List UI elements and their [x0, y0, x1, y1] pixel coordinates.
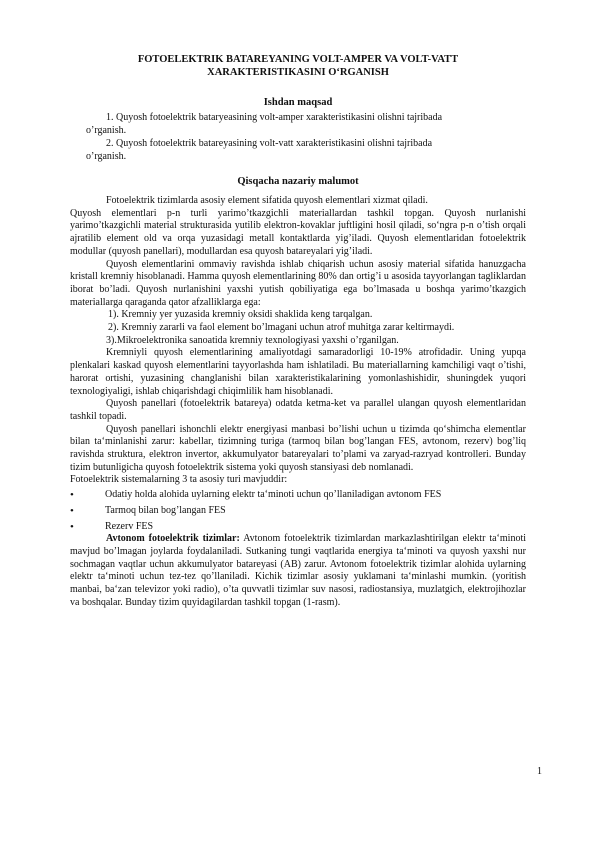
goal-item-2-line-2: o’rganish. — [86, 151, 127, 162]
paragraph-7-bold-lead: Avtonom fotoelektrik tizimlar: — [106, 533, 240, 545]
theory-heading: Qisqacha nazariy malumot — [237, 176, 359, 187]
advantage-item-3: 3).Mikroelektronika sanoatida kremniy texnologiyasi yaxshi o’rganilgan. — [106, 334, 399, 346]
paragraph-6: Fotoelektrik sistemalarning 3 ta asosiy turi mavjuddir: — [70, 474, 288, 486]
paragraph-3: Kremniyli quyosh elementlarining amaliyotdagi samaradorligi 10-19% atrofidadir. Uning yupqa plenkalari kaskad quyosh elementlarini tayyorlashda ham ishlatiladi. Bu materiallarning kamchiligi vaqt o’tishi, harorat ortishi, yuzasining changlanishi bilan xarakteristikalarining yomonlashishidir, shuningdek yuqori texnologiyaligi, ishlab chiqarishdagi chiqimlilik ham hisoblanadi. — [70, 347, 526, 397]
goal-heading: Ishdan maqsad — [263, 97, 333, 108]
paragraph-7 — [70, 533, 526, 609]
goal-item-2-line-1: 2. Quyosh fotoelektrik batareyasining volt-vatt xarakteristikasini olishni tajribada — [106, 138, 433, 149]
bullet-icon: • — [70, 489, 74, 502]
title-line-2: XARAKTERISTIKASINI O‘RGANISH — [207, 67, 389, 78]
advantage-item-2: 2). Kremniy zararli va faol element bo’lmagani uchun atrof muhitga zarar keltirmaydi. — [108, 322, 455, 334]
bullet-text-2: Tarmoq bilan bog’langan FES — [105, 504, 226, 516]
goal-list — [70, 111, 526, 163]
paragraph-2: Quyosh elementlarini ommaviy ravishda ishlab chiqarish uchun asosiy material sifatida hanuzgacha kristall kremniy hisoblanadi. Hamma quyosh elementlarining 80% dan ortig’i u asosida tayyorlangan tagliklardan iborat bo’ladi. Quyosh nurlanishini yaxshi yutish qobiliyatiga ega bo’lmasada u boshqa yarimo’tkazgich materiallarga qaraganda qator afzalliklarga ega: — [70, 258, 526, 308]
list-item — [70, 521, 526, 534]
paragraph-5: Quyosh panellari ishonchli elektr energiyasi manbasi bo’lishi uchun u tizimda qo‘shimcha elementlar bilan ta‘minlanishi zarur: kabellar, tizimning turiga (tarmoq bilan bog’langan FES, avtonom, rezerv) bog’liq ravishda struktura, elektron invertor, akkumulyator batareyalari to’plami va zaryad-razryad kontrolleri. Bunday tizim butunligicha quyosh fotoelektrik sistema yoki quyosh stansiyasi deb nomlanadi. — [70, 423, 526, 473]
title-line-1: FOTOELEKTRIK BATAREYANING VOLT-AMPER VA VOLT-VATT — [137, 54, 459, 65]
goal-item-1-line-2: o’rganish. — [86, 125, 127, 136]
theory-body — [70, 195, 526, 610]
bullet-icon: • — [70, 504, 74, 517]
paragraph-1: Quyosh elementlari p-n turli yarimo’tkazgichli materiallardan tashkil topgan. Quyosh nurlanishi yarimo’tkazgichli material strukturasida yutilib elektron-kovaklar juftligini hosil qiladi, so‘ngra p-n o’tish orqali ajratilib element old va orqa yuzasidagi metall kontaktlarda yig’iladi. Quyosh elementlaridan fotoelektrik modullar (quyosh panellari), modullardan esa quyosh batareyalari yig’iladi. — [70, 207, 526, 257]
bullet-text-3: Rezerv FES — [105, 520, 154, 532]
goal-item-1-line-1: 1. Quyosh fotoelektrik bataryeasining volt-amper xarakteristikasini olishni tajribada — [106, 112, 443, 123]
paragraph-4: Quyosh panellari (fotoelektrik batareya) odatda ketma-ket va parallel ulangan quyosh elementlaridan tashkil topadi. — [70, 398, 526, 422]
list-item — [70, 505, 526, 518]
bullet-text-1: Odatiy holda alohida uylarning elektr ta‘minoti uchun qo’llaniladigan avtonom FES — [105, 489, 442, 501]
list-item — [70, 489, 526, 502]
document-title — [60, 53, 536, 79]
paragraph-1-first-line: Fotoelektrik tizimlarda asosiy element sifatida quyosh elementlari xizmat qiladi. — [106, 195, 428, 206]
bullet-icon: • — [70, 520, 74, 533]
paragraph-7-text: Avtonom fotoelektrik tizimlardan markazlashtirilgan elektr ta‘minoti mavjud bo’lmagan joylarda foydalaniladi. Sutkaning tungi vaqtlarida energiya ta‘minoti va quyosh yaxshi nur sochmagan vaqtlar uchun akkumulyator batareyasi (AB) zarur. Avtonom fotoelektrik tizimlar alohida uylarning elektr ta‘minoti uchun tez-tez qo’llaniladi. Kichik tizimlar asosiy yuklamani ta‘minlashi mumkin. (yoritish manbai, ba‘zan televizor yoki radio), o’ta quvvatli tizimlar suv nasosi, radiostansiya, muzlatgich, elektrojihozlar va boshqalar. Bunday tizim quyidagilardan tashkil topgan (1-rasm). — [70, 533, 527, 608]
page-number: 1 — [537, 766, 542, 777]
advantage-item-1: 1). Kremniy yer yuzasida kremniy oksidi shaklida keng tarqalgan. — [108, 309, 373, 321]
